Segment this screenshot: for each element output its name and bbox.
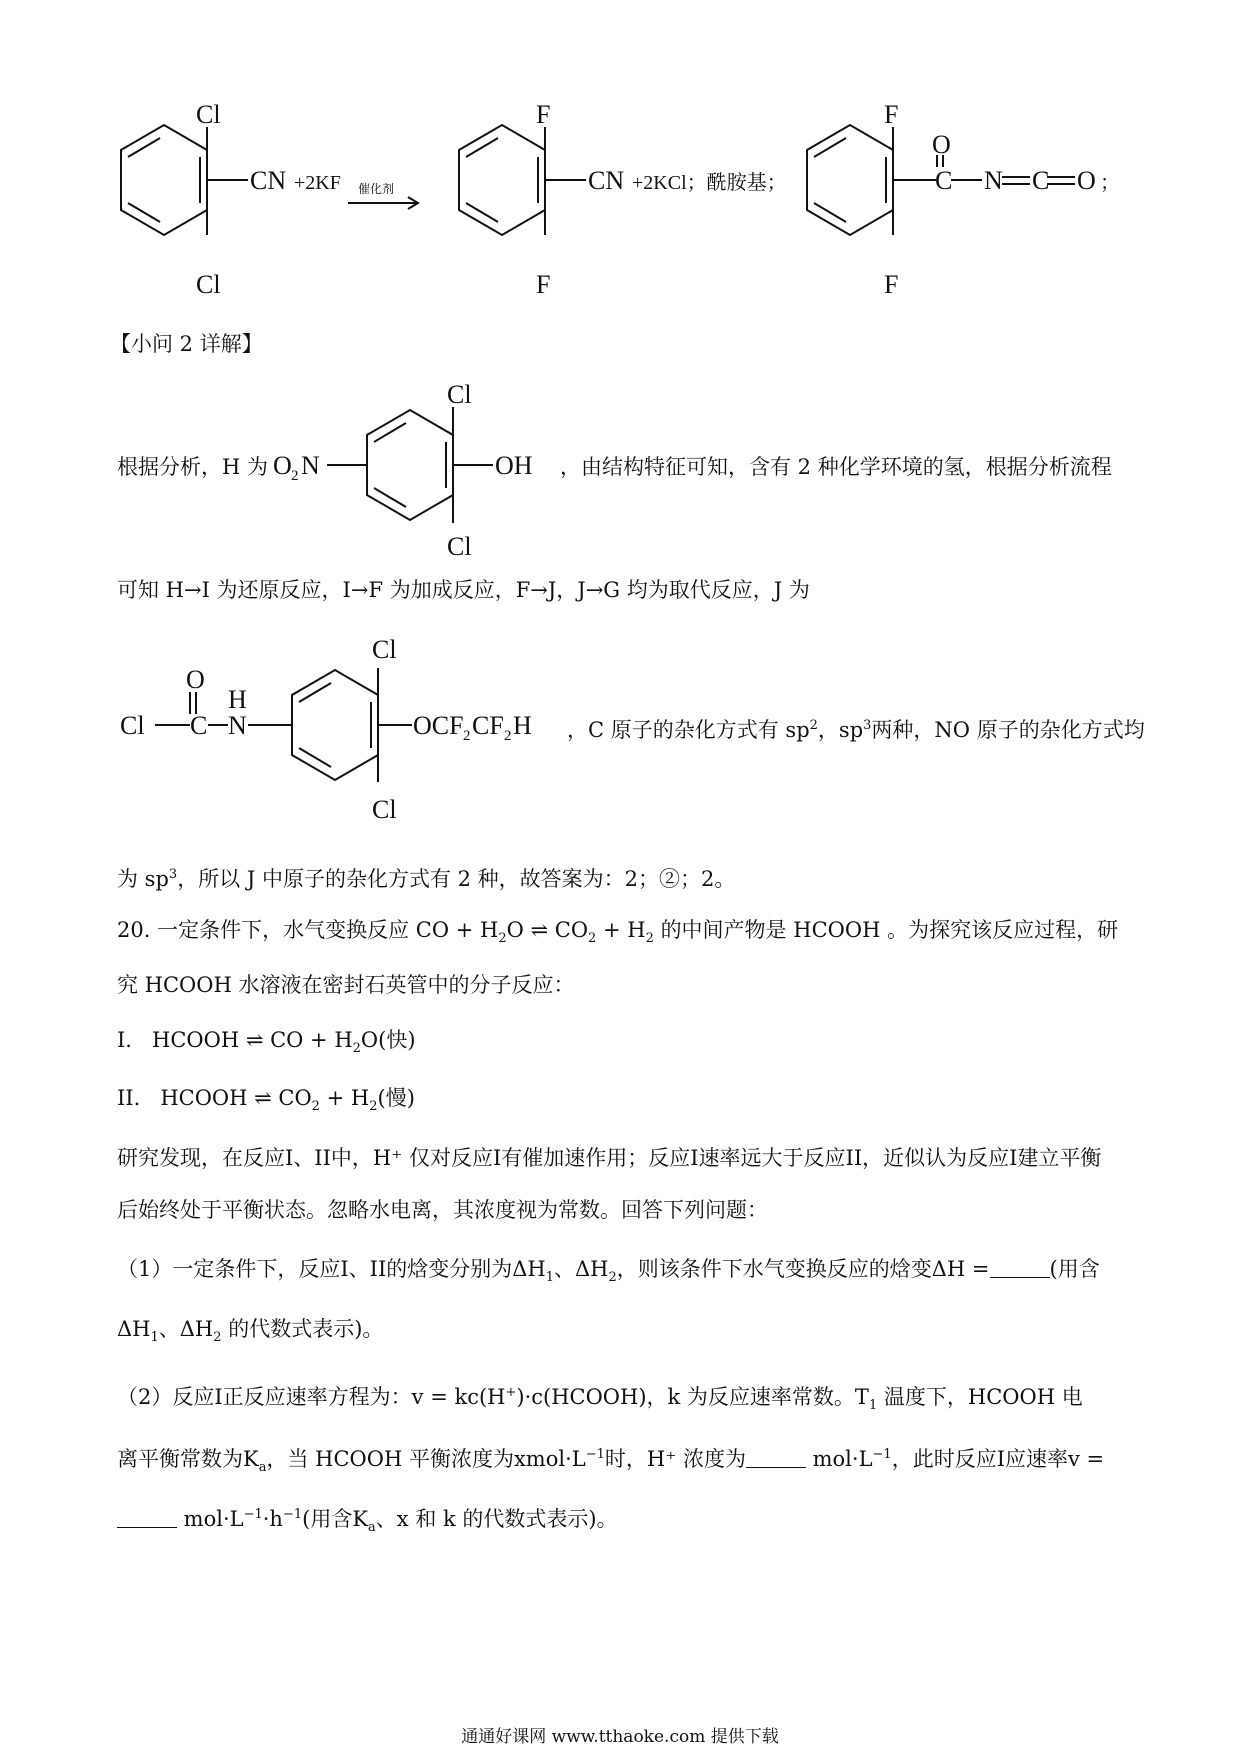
footer-watermark: 通通好课网 www.tthaoke.com 提供下载 xyxy=(461,1727,779,1747)
svg-text:Cl: Cl xyxy=(447,532,472,561)
svg-text:F: F xyxy=(536,270,551,299)
q1-line2-deltas: $\Delta H_1$、$\Delta H_2$ xyxy=(117,1317,222,1346)
reaction-ii xyxy=(117,1083,415,1122)
q2-text-a: （2）反应I正反应速率方程为： xyxy=(117,1385,412,1409)
svg-text:2: 2 xyxy=(463,728,471,744)
svg-text:O: O xyxy=(273,451,292,480)
formula-hcooh: HCOOH xyxy=(793,918,881,942)
svg-text:CN: CN xyxy=(250,166,287,195)
q2-line3-c: 、x 和 k 的代数式表示)。 xyxy=(375,1507,618,1531)
svg-text:OCF: OCF xyxy=(413,711,464,740)
j-text-b: ，sp xyxy=(817,718,864,742)
catalyst-label: 催化剂 xyxy=(358,182,395,196)
q20-stem-line1 xyxy=(117,915,1118,954)
q1-deltas: $\Delta H_1$、$\Delta H_2$ xyxy=(512,1257,617,1286)
section-heading: 【小问 2 详解】 xyxy=(110,332,263,356)
svg-text:O: O xyxy=(932,130,951,159)
reaction-scheme xyxy=(0,95,1240,315)
svg-text:CN: CN xyxy=(588,166,625,195)
q2-line2-c: 时，H⁺ 浓度为 xyxy=(604,1447,746,1471)
structure-j xyxy=(110,630,570,835)
unit-mol-l: $mol\cdot L^{-1}$ xyxy=(805,1447,892,1471)
svg-text:N: N xyxy=(984,166,1003,195)
paragraph-sp3-answer: 为 $sp^3$，所以 J 中原子的杂化方式有 2 种，故答案为：2；②；2。 xyxy=(117,867,736,891)
svg-text:N: N xyxy=(301,451,320,480)
answer-blank-3[interactable] xyxy=(117,1507,177,1528)
research-line-2: 后始终处于平衡状态。忽略水电离，其浓度视为常数。回答下列问题： xyxy=(117,1198,768,1222)
svg-text:N: N xyxy=(228,711,247,740)
reaction-ii-equation: HCOOH ⇌ $CO_2 + H_2$ xyxy=(160,1086,378,1115)
question-2-line3 xyxy=(117,1500,618,1543)
reaction-i-label: I. xyxy=(117,1028,132,1052)
end-mark: ； xyxy=(1100,172,1120,194)
rate-equation: v = kc(H+)·c(HCOOH) xyxy=(411,1385,647,1409)
svg-text:Cl: Cl xyxy=(447,380,472,409)
q2-line2-a: 离平衡常数为 xyxy=(117,1447,243,1471)
sp3-text-b: ，所以 J 中原子的杂化方式有 2 种，故答案为：2；②；2。 xyxy=(177,867,736,891)
svg-text:C: C xyxy=(190,711,208,740)
svg-text:OH: OH xyxy=(495,451,533,480)
q20-stem-line2: 究 HCOOH 水溶液在密封石英管中的分子反应： xyxy=(117,973,575,997)
q20-text-c: 。为探究该反应过程，研 xyxy=(887,918,1119,942)
q2-text-b: ，k 为反应速率常数。T xyxy=(646,1385,869,1409)
svg-text:Cl: Cl xyxy=(196,100,221,129)
unit-rate: $mol\cdot L^{-1}\cdot h^{-1}$ xyxy=(177,1507,303,1531)
sp3-text-a: 为 sp xyxy=(117,867,169,891)
q1-line2-text: 的代数式表示)。 xyxy=(228,1317,384,1341)
answer-blank-1[interactable] xyxy=(990,1257,1050,1278)
svg-text:CF: CF xyxy=(472,711,504,740)
svg-text:Cl: Cl xyxy=(196,270,221,299)
paragraph-reaction-types: 可知 H→I 为还原反应，I→F 为加成反应，F→J，J→G 均为取代反应，J 为 xyxy=(117,578,810,602)
j-text-c: 两种，NO 原子的杂化方式均 xyxy=(871,718,1145,742)
q2-line2-d: ，此时反应I应速率 xyxy=(891,1447,1068,1471)
ka-symbol-2: $K_a$ xyxy=(352,1507,376,1536)
q2-line3-b: (用含 xyxy=(302,1507,353,1531)
answer-blank-2[interactable] xyxy=(746,1447,806,1468)
q1-text-b: ，则该条件下水气变换反应的焓变 xyxy=(616,1257,932,1281)
paragraph-h-rest: ，由结构特征可知，含有 2 种化学环境的氢，根据分析流程 xyxy=(560,455,1112,479)
q1-delta-h: ΔH = xyxy=(931,1257,990,1281)
research-line-1: 研究发现，在反应I、II中，H⁺ 仅对反应I有催加速作用；反应I速率远大于反应II，近似认为反应I建立平衡 xyxy=(117,1146,1102,1170)
reaction-ii-note: (慢) xyxy=(377,1086,415,1110)
reaction-i-equation: HCOOH ⇌ CO + $H_2O$ xyxy=(152,1028,379,1057)
svg-text:2: 2 xyxy=(291,468,299,484)
q1-text-c: (用含 xyxy=(1049,1257,1100,1281)
reagent-kf: +2KF xyxy=(294,172,341,194)
reaction-ii-label: II. xyxy=(117,1086,141,1110)
svg-text:C: C xyxy=(1032,166,1050,195)
svg-text:H: H xyxy=(513,711,532,740)
paragraph-h-intro: 根据分析，H 为 xyxy=(117,455,268,479)
question-2-line2 xyxy=(117,1440,1104,1483)
svg-text:F: F xyxy=(884,270,899,299)
svg-text:Cl: Cl xyxy=(120,711,145,740)
rate-v: v = xyxy=(1068,1447,1105,1471)
question-1-line2 xyxy=(117,1314,383,1353)
reaction-i xyxy=(117,1025,416,1064)
svg-text:H: H xyxy=(228,685,247,714)
svg-text:Cl: Cl xyxy=(372,635,397,664)
question-1-line1 xyxy=(117,1254,1100,1293)
svg-text:F: F xyxy=(536,100,551,129)
equation-water-gas-shift: CO + $H_2O$ ⇌ $CO_2 + H_2$ xyxy=(415,918,654,947)
svg-text:C: C xyxy=(935,166,953,195)
q2-text-c: 温度下，HCOOH 电 xyxy=(877,1385,1083,1409)
q20-text-a: 20. 一定条件下，水气变换反应 xyxy=(117,918,410,942)
svg-text:O: O xyxy=(1077,166,1096,195)
reaction-i-note: (快) xyxy=(378,1028,416,1052)
q20-text-b: 的中间产物是 xyxy=(660,918,787,942)
q2-line2-b: ，当 HCOOH 平衡浓度为 xyxy=(266,1447,514,1471)
structure-h xyxy=(265,375,580,570)
question-2-line1: （2）反应I正反应速率方程为：v = kc(H+)·c(HCOOH)，k 为反应速率常数。$T_1$ 温度下，HCOOH 电 xyxy=(117,1385,1083,1414)
concentration-x: $xmol\cdot L^{-1}$ xyxy=(513,1447,605,1471)
svg-text:O: O xyxy=(186,665,205,694)
paragraph-j-hybridization: ，C 原子的杂化方式有 $sp^2$，$sp^3$两种，NO 原子的杂化方式均 xyxy=(567,718,1145,742)
q1-text-a: （1）一定条件下，反应I、II的焓变分别为 xyxy=(117,1257,513,1281)
svg-text:Cl: Cl xyxy=(372,795,397,824)
products-text: +2KCl；酰胺基； xyxy=(632,172,787,194)
j-text-a: ，C 原子的杂化方式有 sp xyxy=(567,718,810,742)
svg-text:F: F xyxy=(884,100,899,129)
ka-symbol: $K_a$ xyxy=(243,1447,267,1476)
svg-text:2: 2 xyxy=(504,728,512,744)
